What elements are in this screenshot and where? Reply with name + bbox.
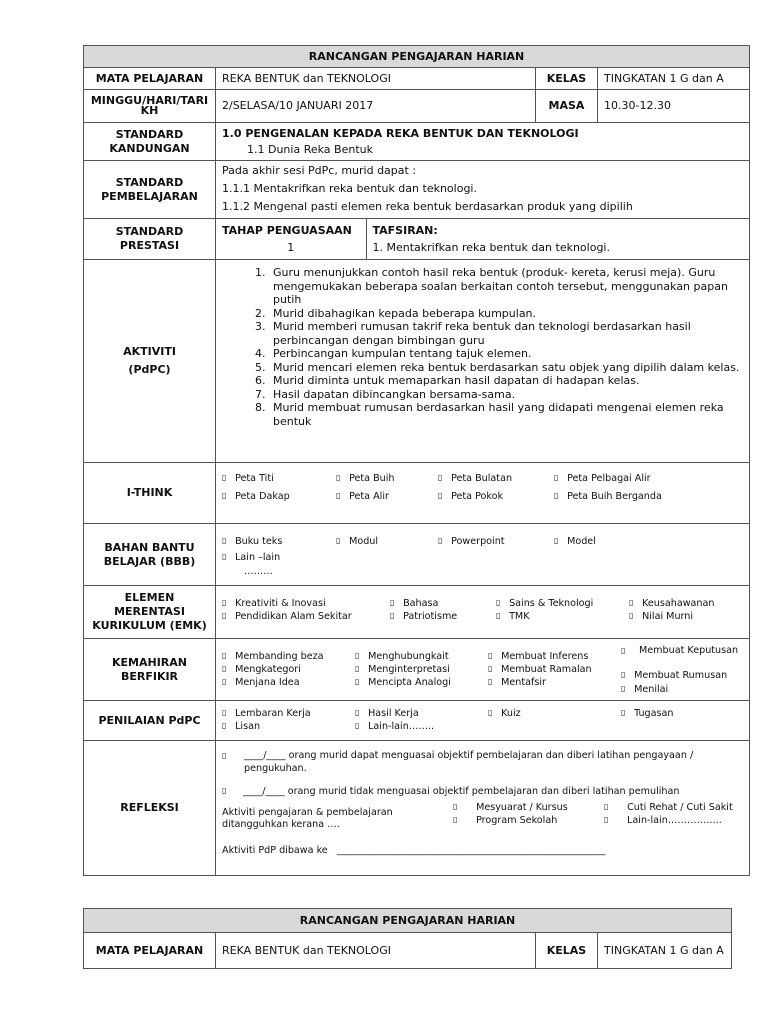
- kemahiran-option[interactable]: ▯ Menghubungkait: [355, 651, 449, 662]
- emk-option[interactable]: ▯ TMK: [496, 611, 530, 622]
- kemahiran-option[interactable]: ▯ Membuat Keputusan: [621, 645, 739, 656]
- bbb-option[interactable]: ▯ Powerpoint: [438, 536, 505, 547]
- kemahiran-cell: [216, 639, 750, 701]
- bbb-option[interactable]: ▯ Modul: [336, 536, 379, 547]
- kemahiran-option[interactable]: ▯ Menginterpretasi: [355, 664, 450, 675]
- tafsiran: [366, 219, 749, 259]
- checkbox-icon: ▯: [355, 721, 360, 730]
- emk-option[interactable]: ▯ Nilai Murni: [629, 611, 694, 622]
- refleksi-reason[interactable]: ▯ Lain-lain……………..: [604, 815, 722, 826]
- checkbox-icon: ▯: [621, 646, 626, 655]
- checkbox-icon: ▯: [488, 677, 493, 686]
- standard-kandungan-cell: [216, 123, 750, 161]
- checkbox-icon: ▯: [355, 651, 360, 660]
- kelas-value: TINGKATAN 1 G dan A: [598, 68, 750, 90]
- kemahiran-option[interactable]: ▯ Membuat Rumusan: [621, 670, 728, 681]
- kemahiran-option[interactable]: ▯ Mentafsir: [488, 677, 546, 688]
- checkbox-icon: ▯: [336, 473, 341, 482]
- checkbox-icon: ▯: [629, 611, 634, 620]
- masa-label: MASA: [536, 90, 598, 123]
- checkbox-icon: ▯: [355, 677, 360, 686]
- checkbox-icon: ▯: [222, 751, 227, 760]
- standard-kandungan-label: STANDARD KANDUNGAN: [84, 123, 216, 161]
- ithink-option[interactable]: ▯ Peta Bulatan: [438, 473, 513, 484]
- checkbox-icon: ▯: [554, 536, 559, 545]
- aktiviti-item: 8. Murid membuat rumusan berdasarkan hasil yang didapati mengenai elemen reka bentuk: [269, 401, 743, 428]
- standard-kandungan-subtitle: 1.1 Dunia Reka Bentuk: [247, 142, 373, 156]
- standard-prestasi-cell: [216, 219, 750, 260]
- checkbox-icon: ▯: [222, 491, 227, 500]
- ithink-cell: [216, 463, 750, 524]
- checkbox-icon: ▯: [355, 708, 360, 717]
- refleksi-reason[interactable]: ▯ Cuti Rehat / Cuti Sakit: [604, 802, 733, 813]
- emk-option[interactable]: ▯ Patriotisme: [390, 611, 458, 622]
- checkbox-icon: ▯: [222, 552, 227, 561]
- masa-value: 10.30-12.30: [598, 90, 750, 123]
- emk-option[interactable]: ▯ Pendidikan Alam Sekitar: [222, 611, 352, 622]
- checkbox-icon: ▯: [390, 611, 395, 620]
- minggu-value: 2/SELASA/10 JANUARI 2017: [216, 90, 536, 123]
- ithink-option[interactable]: ▯ Peta Alir: [336, 491, 389, 502]
- checkbox-icon: ▯: [621, 670, 626, 679]
- aktiviti-cell: [216, 260, 750, 463]
- kemahiran-label: KEMAHIRAN BERFIKIR: [84, 639, 216, 701]
- checkbox-icon: ▯: [438, 473, 443, 482]
- penilaian-option[interactable]: ▯ Hasil Kerja: [355, 708, 419, 719]
- checkbox-icon: ▯: [496, 611, 501, 620]
- checkbox-icon: ▯: [222, 651, 227, 660]
- bbb-option[interactable]: ▯ Buku teks: [222, 536, 283, 547]
- checkbox-icon: ▯: [438, 536, 443, 545]
- checkbox-icon: ▯: [621, 708, 626, 717]
- checkbox-icon: ▯: [629, 598, 634, 607]
- checkbox-icon: ▯: [222, 708, 227, 717]
- emk-option[interactable]: ▯ Bahasa: [390, 598, 439, 609]
- penilaian-option[interactable]: ▯ Lain-lain……..: [355, 721, 435, 732]
- mata-pelajaran-label: MATA PELAJARAN: [84, 68, 216, 90]
- checkbox-icon: ▯: [453, 802, 458, 811]
- kelas-label: KELAS: [536, 68, 598, 90]
- ithink-option[interactable]: ▯ Peta Dakap: [222, 491, 290, 502]
- aktiviti-item: 6. Murid diminta untuk memaparkan hasil dapatan di hadapan kelas.: [269, 374, 743, 388]
- kemahiran-option[interactable]: ▯ Mengkategori: [222, 664, 301, 675]
- aktiviti-item: 7. Hasil dapatan dibincangkan bersama-sama.: [269, 388, 743, 402]
- checkbox-icon: ▯: [488, 708, 493, 717]
- refleksi-cell: [216, 741, 750, 876]
- aktiviti-label: AKTIVITI: [123, 345, 176, 358]
- ithink-option[interactable]: ▯ Peta Titi: [222, 473, 274, 484]
- kemahiran-option[interactable]: ▯ Mencipta Analogi: [355, 677, 451, 688]
- refleksi-pemulihan[interactable]: ▯ ____/____ orang murid tidak menguasai objektif pembelajaran dan diberi latihan pemulihan: [222, 786, 680, 797]
- aktiviti-item: 4. Perbincangan kumpulan tentang tajuk elemen.: [269, 347, 743, 361]
- tahap-penguasaan: [216, 219, 366, 259]
- aktiviti-item: 2. Murid dibahagikan kepada beberapa kumpulan.: [269, 307, 743, 321]
- checkbox-icon: ▯: [604, 815, 609, 824]
- checkbox-icon: ▯: [621, 684, 626, 693]
- emk-cell: [216, 586, 750, 639]
- mata-pelajaran-value-page2: REKA BENTUK dan TEKNOLOGI: [216, 933, 536, 969]
- penilaian-cell: [216, 701, 750, 741]
- standard-pembelajaran-item: 1.1.1 Mentakrifkan reka bentuk dan teknologi.: [222, 182, 477, 195]
- ithink-option[interactable]: ▯ Peta Buih: [336, 473, 395, 484]
- aktiviti-label-cell: [84, 260, 216, 463]
- emk-option[interactable]: ▯ Sains & Teknologi: [496, 598, 594, 609]
- rph-table: [83, 45, 750, 876]
- checkbox-icon: ▯: [222, 473, 227, 482]
- checkbox-icon: ▯: [554, 491, 559, 500]
- checkbox-icon: ▯: [222, 786, 227, 795]
- ithink-option[interactable]: ▯ Peta Pelbagai Alir: [554, 473, 651, 484]
- mata-pelajaran-label-page2: MATA PELAJARAN: [84, 933, 216, 969]
- checkbox-icon: ▯: [390, 598, 395, 607]
- ithink-option[interactable]: ▯ Peta Pokok: [438, 491, 504, 502]
- rph-title: RANCANGAN PENGAJARAN HARIAN: [84, 46, 750, 68]
- standard-pembelajaran-intro: Pada akhir sesi PdPc, murid dapat :: [222, 164, 417, 177]
- tahap-label: TAHAP PENGUASAAN: [222, 223, 352, 237]
- checkbox-icon: ▯: [488, 651, 493, 660]
- kemahiran-option[interactable]: ▯ Membanding beza: [222, 651, 324, 662]
- standard-kandungan-title: 1.0 PENGENALAN KEPADA REKA BENTUK DAN TEKNOLOGI: [222, 126, 579, 140]
- checkbox-icon: ▯: [222, 664, 227, 673]
- refleksi-label: REFLEKSI: [84, 741, 216, 876]
- rph-title-page2: RANCANGAN PENGAJARAN HARIAN: [84, 909, 732, 933]
- mata-pelajaran-value: REKA BENTUK dan TEKNOLOGI: [216, 68, 536, 90]
- bbb-label: BAHAN BANTU BELAJAR (BBB): [84, 524, 216, 586]
- refleksi-dibawa-line[interactable]: ________________________________________________________: [336, 845, 606, 856]
- checkbox-icon: ▯: [554, 473, 559, 482]
- kelas-label-page2: KELAS: [536, 933, 598, 969]
- emk-label: ELEMEN MERENTASI KURIKULUM (EMK): [84, 586, 216, 639]
- kelas-value-page2: TINGKATAN 1 G dan A: [598, 933, 732, 969]
- penilaian-option[interactable]: ▯ Lisan: [222, 721, 261, 732]
- kemahiran-option[interactable]: ▯ Membuat Inferens: [488, 651, 589, 662]
- refleksi-reason[interactable]: ▯ Program Sekolah: [453, 815, 558, 826]
- aktiviti-sublabel: (PdPC): [128, 363, 171, 376]
- kemahiran-option[interactable]: ▯ Menjana Idea: [222, 677, 300, 688]
- emk-option[interactable]: ▯ Kreativiti & Inovasi: [222, 598, 326, 609]
- aktiviti-item: 1. Guru menunjukkan contoh hasil reka bentuk (produk- kereta, kerusi meja). Guru mengemukakan beberapa soalan berkaitan contoh tersebut, menggunakan papan putih: [269, 266, 743, 307]
- refleksi-ditangguhkan: Aktiviti pengajaran & pembelajaran ditangguhkan kerana ….: [222, 807, 393, 830]
- checkbox-icon: ▯: [604, 802, 609, 811]
- checkbox-icon: ▯: [336, 491, 341, 500]
- checkbox-icon: ▯: [222, 536, 227, 545]
- minggu-label: MINGGU/HARI/TARIKH: [84, 90, 216, 123]
- refleksi-dibawa: Aktiviti PdP dibawa ke ________________________________________________________: [222, 845, 606, 856]
- bbb-option[interactable]: ▯ Lain –lain: [222, 552, 281, 563]
- penilaian-option[interactable]: ▯ Lembaran Kerja: [222, 708, 311, 719]
- ithink-label: I-THINK: [84, 463, 216, 524]
- checkbox-icon: ▯: [222, 721, 227, 730]
- penilaian-label: PENILAIAN PdPC: [84, 701, 216, 741]
- bbb-option[interactable]: ▯ Model: [554, 536, 596, 547]
- checkbox-icon: ▯: [355, 664, 360, 673]
- kemahiran-option[interactable]: ▯ Membuat Ramalan: [488, 664, 592, 675]
- checkbox-icon: ▯: [222, 677, 227, 686]
- penilaian-option[interactable]: ▯ Tugasan: [621, 708, 674, 719]
- tahap-value: 1: [287, 240, 295, 254]
- penilaian-option[interactable]: ▯ Kuiz: [488, 708, 521, 719]
- rph-table-page2: [83, 908, 732, 969]
- kemahiran-option[interactable]: ▯ Menilai: [621, 684, 669, 695]
- bbb-cell: [216, 524, 750, 586]
- checkbox-icon: ▯: [453, 815, 458, 824]
- bbb-dots: ………: [244, 566, 273, 577]
- refleksi-pengayaan[interactable]: ▯ ____/____ orang murid dapat menguasai objektif pembelajaran dan diberi latihan pengayaan / pengukuhan.: [222, 750, 694, 774]
- aktiviti-item: 5. Murid mencari elemen reka bentuk berdasarkan satu objek yang dipilih dalam kelas.: [269, 361, 743, 375]
- refleksi-reason[interactable]: ▯ Mesyuarat / Kursus: [453, 802, 568, 813]
- tafsiran-value: 1. Mentakrifkan reka bentuk dan teknologi.: [372, 240, 610, 254]
- tafsiran-label: TAFSIRAN:: [372, 223, 438, 237]
- checkbox-icon: ▯: [438, 491, 443, 500]
- checkbox-icon: ▯: [496, 598, 501, 607]
- standard-pembelajaran-label: STANDARD PEMBELAJARAN: [84, 161, 216, 219]
- checkbox-icon: ▯: [222, 611, 227, 620]
- aktiviti-item: 3. Murid memberi rumusan takrif reka bentuk dan teknologi berdasarkan hasil perbincangan dengan bimbingan guru: [269, 320, 743, 347]
- standard-pembelajaran-item: 1.1.2 Mengenal pasti elemen reka bentuk berdasarkan produk yang dipilih: [222, 200, 633, 213]
- checkbox-icon: ▯: [488, 664, 493, 673]
- ithink-option[interactable]: ▯ Peta Buih Berganda: [554, 491, 662, 502]
- standard-pembelajaran-cell: [216, 161, 750, 219]
- aktiviti-list: [222, 266, 743, 428]
- standard-prestasi-label: STANDARD PRESTASI: [84, 219, 216, 260]
- checkbox-icon: ▯: [336, 536, 341, 545]
- emk-option[interactable]: ▯ Keusahawanan: [629, 598, 715, 609]
- checkbox-icon: ▯: [222, 598, 227, 607]
